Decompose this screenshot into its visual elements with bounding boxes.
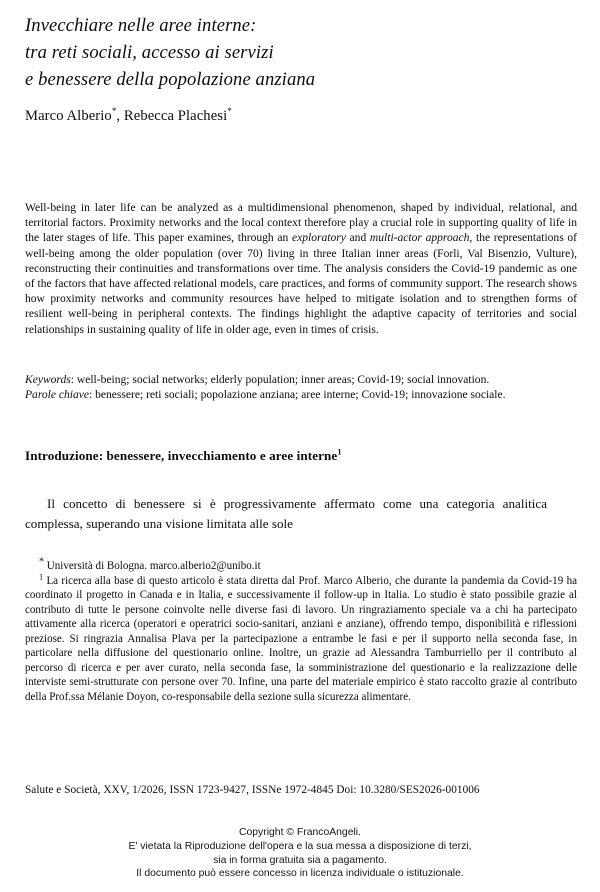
copyright-footer [0, 826, 600, 881]
abstract-part-1: Well-being in later life can be analyzed as a multidimensional phenomenon, shaped by individual, relational, and territorial factors. Proximity networks and the local context therefore play a crucial role in supporting quality of life in the later stages of life. This paper examines, through an [25, 202, 577, 245]
keywords-label-it: Parole chiave [25, 389, 90, 402]
footnote-text: Università di Bologna. marco.alberio2@unibo.it [46, 560, 261, 572]
keywords-label-en: Keywords [25, 374, 71, 386]
author-name-1: Marco Alberio [25, 108, 112, 124]
footnote-marker: * [39, 556, 44, 568]
section-heading-footnote-marker: 1 [337, 447, 342, 457]
abstract-part-3: , the representations of well-being among the older population (over 70) living in three Italian inner areas (Forli, Val Bisenzio, Vulture), reconstructing their continuities and transformations over time. The analysis considers the Covid-19 pandemic as one of the factors that have affected relational models, care practices, and forms of community support. The research shows how proximity networks and community resources have helped to mitigate isolation and to strengthen forms of resilient well-being in peripheral contexts. The findings highlight the adaptive capacity of territories and social relationships in sustaining quality of life in older age, even in times of crisis. [25, 232, 578, 336]
copyright-line-1: Copyright © FrancoAngeli. [238, 827, 361, 838]
footnote-item [25, 556, 577, 574]
copyright-line-2: E' vietata la Riproduzione dell'opera e la sua messa a disposizione di terzi, [128, 840, 472, 852]
section-heading [25, 447, 342, 465]
footnotes-block [25, 556, 577, 704]
author-affiliation-marker-1: * [111, 106, 117, 117]
author-byline [25, 106, 232, 126]
copyright-line-4: Il documento può essere concesso in licenza individuale o istituzionale. [136, 868, 464, 880]
author-name-2: , Rebecca Plachesi [116, 108, 228, 124]
footnote-item [25, 571, 577, 705]
keywords-block [25, 373, 577, 403]
abstract-part-2: and [345, 232, 370, 245]
abstract-emphasis-2: multi-actor approach [369, 232, 470, 245]
title-line-1: Invecchiare nelle aree interne: [25, 15, 257, 36]
keywords-value-en: : well-being; social networks; elderly population; inner areas; Covid-19; social innovation. [70, 374, 490, 386]
copyright-line-3: sia in forma gratuita sia a pagamento. [213, 854, 387, 866]
abstract-text [25, 201, 577, 338]
title-line-2: tra reti sociali, accesso ai servizi [25, 42, 274, 63]
title-line-3: e benessere della popolazione anziana [25, 69, 316, 90]
article-title [25, 12, 555, 93]
footnote-marker: 1 [39, 571, 44, 581]
author-affiliation-marker-2: * [227, 106, 232, 117]
section-heading-text: Introduzione: benessere, invecchiamento e aree interne [25, 448, 338, 463]
journal-citation-line: Salute e Società, XXV, 1/2026, ISSN 1723-9427, ISSNe 1972-4845 Doi: 10.3280/SES2026-001006 [25, 784, 480, 796]
keywords-value-it: : benessere; reti sociali; popolazione anziana; aree interne; Covid-19; innovazione sociale. [89, 389, 506, 402]
abstract-emphasis-1: exploratory [291, 232, 346, 245]
body-paragraph: Il concetto di benessere si è progressivamente affermato come una categoria analitica complessa, superando una visione limitata alle sole [25, 496, 547, 531]
footnote-text: La ricerca alla base di questo articolo è stata diretta dal Prof. Marco Alberio, che durante la pandemia da Covid-19 ha coordinato il progetto in Canada e in Italia, e successivamente il follow-up in Italia. Lo studio è stato possibile grazie al contributo di tutte le persone coinvolte nelle diverse fasi di lavoro. Un ringraziamento speciale va a chi ha partecipato attivamente alla ricerca (operatori e operatrici socio-sanitari, anziani e anziane), offrendo tempo, disponibilità e riflessioni preziose. Si ringrazia Annalisa Plava per la partecipazione a entrambe le fasi e per il supporto nella seconda fase, in particolare nella diffusione del questionario online. Inoltre, un grazie ad Alessandra Tamburriello per il contributo al percorso di ricerca e per aver curato, nella seconda fase, la somministrazione del questionario e la realizzazione delle interviste semi-strutturate con persone over 70. Infine, una parte del materiale empirico è stato raccolto grazie al contributo della Prof.ssa Mélanie Doyon, co-responsabile della sezione sulla sicurezza alimentare. [25, 574, 577, 703]
